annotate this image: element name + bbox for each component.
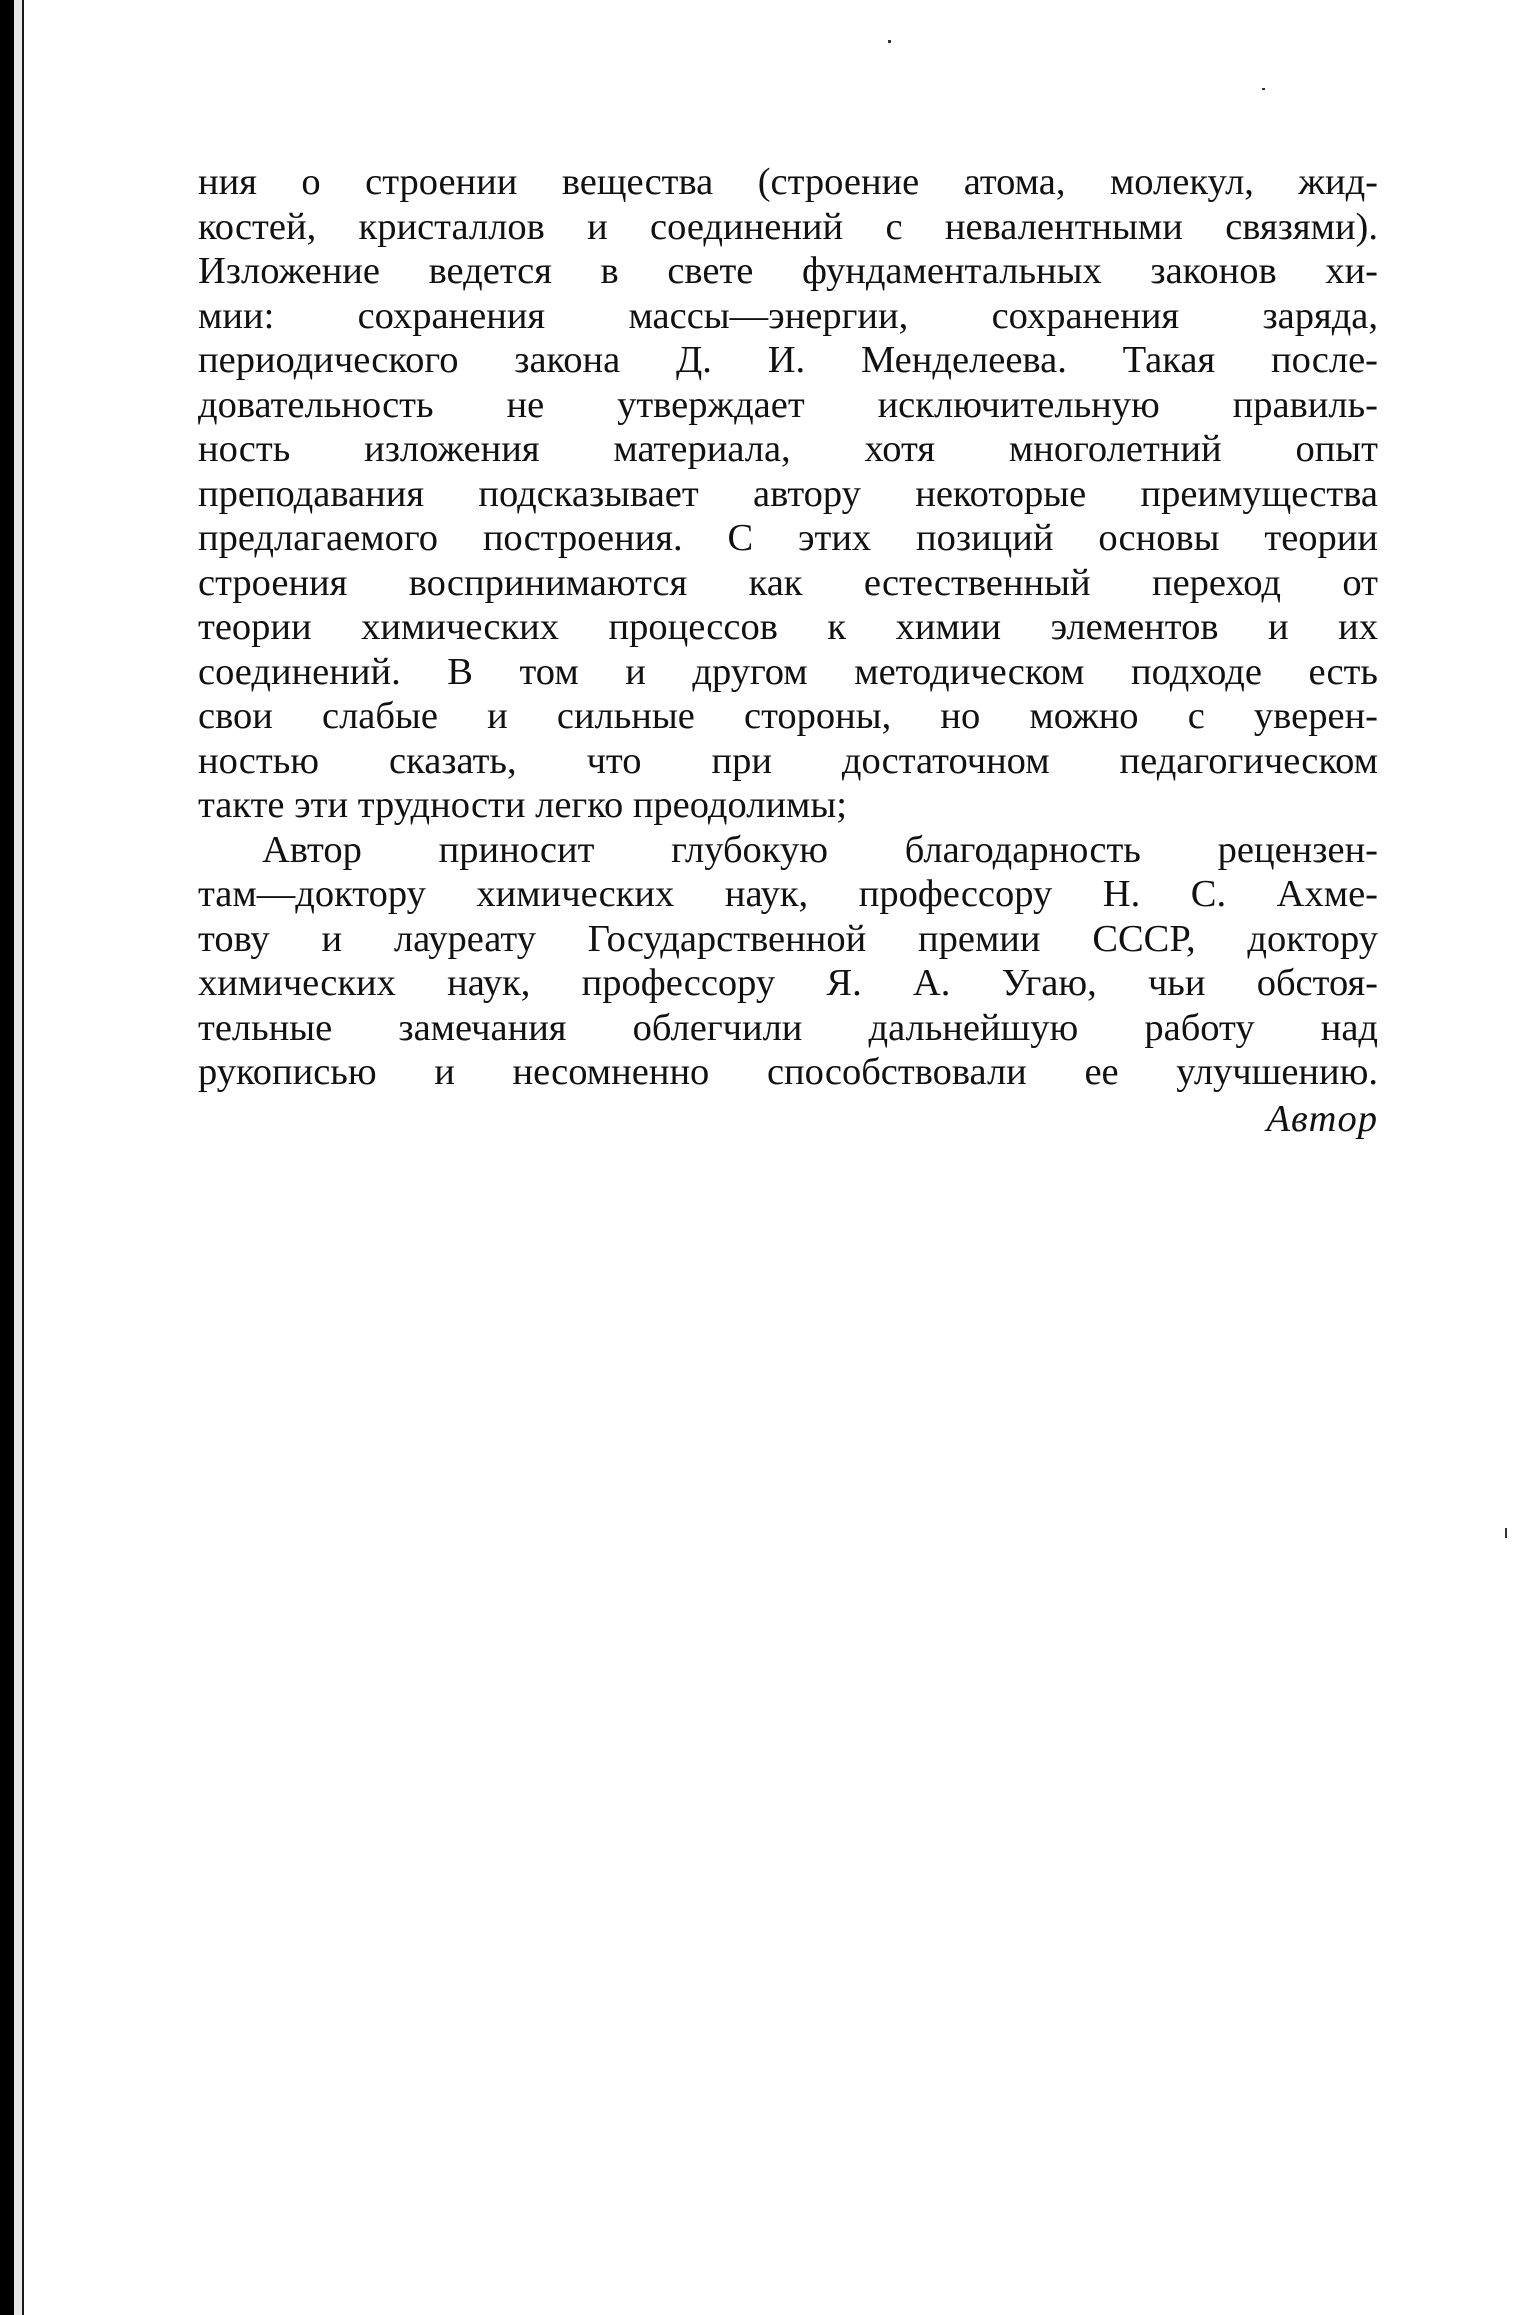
scan-speck — [1262, 88, 1265, 90]
text-line: ность изложения материала, хотя многолетний опыт — [198, 428, 1378, 470]
paragraph-1 — [198, 160, 1378, 828]
text-line: соединений. В том и другом методическом подходе есть — [198, 650, 1378, 693]
text-line: ностью сказать, что при достаточном педагогическом — [198, 739, 1378, 782]
binding-gap — [14, 0, 22, 2315]
body-text — [198, 160, 1378, 1095]
text-line: Автор приносит глубокую благодарность рецензен- — [262, 828, 1378, 871]
binding-line — [22, 0, 24, 2315]
text-line: костей, кристаллов и соединений с невалентными связями). — [198, 205, 1378, 248]
text-line: преподавания подсказывает автору некоторые преимущества — [198, 472, 1378, 515]
text-line: тельные замечания облегчили дальнейшую работу над — [198, 1006, 1378, 1049]
text-line: теории химических процессов к химии элементов и их — [198, 606, 1378, 648]
text-line: рукописью и несомненно способствовали ее улучшению. — [198, 1051, 1378, 1093]
text-line: там—доктору химических наук, профессору Н. С. Ахме- — [198, 873, 1378, 915]
scan-speck — [888, 40, 891, 43]
text-line: мии: сохранения массы—энергии, сохранения заряда, — [198, 294, 1378, 337]
text-line: тову и лауреату Государственной премии СССР, доктору — [198, 917, 1378, 960]
text-line: ния о строении вещества (строение атома, молекул, жид- — [198, 161, 1378, 203]
author-signature: Автор — [1266, 1098, 1378, 1140]
text-line: свои слабые и сильные стороны, но можно с уверен- — [198, 695, 1378, 737]
text-line: строения воспринимаются как естественный переход от — [198, 561, 1378, 604]
text-line: химических наук, профессору Я. А. Угаю, чьи обстоя- — [198, 962, 1378, 1004]
scan-speck — [1505, 1528, 1507, 1538]
text-line: Изложение ведется в свете фундаментальных законов хи- — [198, 250, 1378, 292]
paragraph-2 — [198, 828, 1378, 1095]
text-line: предлагаемого построения. С этих позиций основы теории — [198, 517, 1378, 559]
text-line: периодического закона Д. И. Менделеева. Такая после- — [198, 339, 1378, 381]
text-line: такте эти трудности легко преодолимы; — [198, 784, 847, 826]
text-line: довательность не утверждает исключительную правиль- — [198, 383, 1378, 426]
binding-edge — [0, 0, 14, 2315]
